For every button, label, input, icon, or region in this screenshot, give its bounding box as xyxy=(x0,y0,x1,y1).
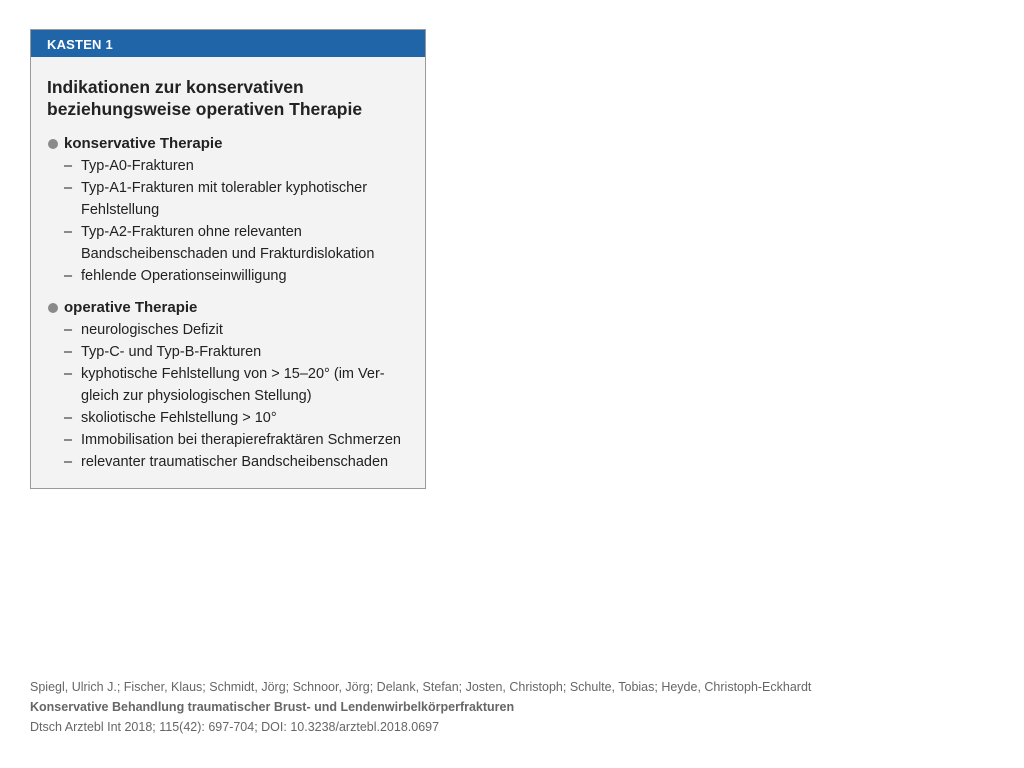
dash-marker: – xyxy=(64,410,73,426)
citation-reference: Dtsch Arztebl Int 2018; 115(42): 697-704; DOI: 10.3238/arztebl.2018.0697 xyxy=(30,720,440,734)
dash-marker: – xyxy=(64,322,73,338)
dash-marker: – xyxy=(64,366,73,382)
list-item xyxy=(31,155,425,177)
citation-authors: Spiegl, Ulrich J.; Fischer, Klaus; Schmidt, Jörg; Schnoor, Jörg; Delank, Stefan; Josten, Christoph; Schulte, Tobias; Heyde, Christoph-Eckhardt xyxy=(30,680,812,694)
bullet-icon xyxy=(48,303,58,313)
citation xyxy=(30,677,811,737)
section-heading xyxy=(31,297,425,319)
item-line: Typ-A2-Frakturen ohne relevanten xyxy=(81,224,302,240)
item-line: fehlende Operationseinwilligung xyxy=(81,268,287,284)
item-line: neurologisches Defizit xyxy=(81,322,223,338)
list-item xyxy=(31,451,425,473)
item-line: Typ-C- und Typ-B-Frakturen xyxy=(81,344,262,360)
box-title-line-2: beziehungsweise operativen Therapie xyxy=(47,99,363,119)
dash-marker: – xyxy=(64,454,73,470)
item-line: kyphotische Fehlstellung von > 15–20° (im Ver- xyxy=(81,366,385,382)
list-item xyxy=(31,341,425,363)
list-item xyxy=(31,221,425,265)
list-item xyxy=(31,429,425,451)
box-title xyxy=(47,76,425,120)
item-list xyxy=(31,319,425,473)
item-line: Bandscheibenschaden und Frakturdislokation xyxy=(81,246,375,262)
box-header: KASTEN 1 xyxy=(31,30,425,57)
section-conservative xyxy=(31,133,425,287)
dash-marker: – xyxy=(64,180,73,196)
box-title-line-1: Indikationen zur konservativen xyxy=(47,77,304,97)
list-item xyxy=(31,265,425,287)
section-heading xyxy=(31,133,425,155)
list-item xyxy=(31,177,425,221)
dash-marker: – xyxy=(64,432,73,448)
item-line: Fehlstellung xyxy=(81,202,160,218)
item-list xyxy=(31,155,425,287)
item-line: skoliotische Fehlstellung > 10° xyxy=(81,410,277,426)
item-line: Typ-A0-Frakturen xyxy=(81,158,194,174)
list-item xyxy=(31,407,425,429)
dash-marker: – xyxy=(64,158,73,174)
item-line: relevanter traumatischer Bandscheibenschaden xyxy=(81,454,389,470)
list-item xyxy=(31,319,425,341)
item-line: Immobilisation bei therapierefraktären Schmerzen xyxy=(81,432,401,448)
section-operative xyxy=(31,297,425,473)
item-line: Typ-A1-Frakturen mit tolerabler kyphotischer xyxy=(81,180,368,196)
dash-marker: – xyxy=(64,268,73,284)
dash-marker: – xyxy=(64,344,73,360)
info-box xyxy=(30,29,426,489)
dash-marker: – xyxy=(64,224,73,240)
citation-article-title: Konservative Behandlung traumatischer Brust- und Lendenwirbelkörperfrakturen xyxy=(30,700,515,714)
item-line: gleich zur physiologischen Stellung) xyxy=(81,388,312,404)
bullet-icon xyxy=(48,139,58,149)
list-item xyxy=(31,363,425,407)
section-heading-text: konservative Therapie xyxy=(64,135,223,152)
section-heading-text: operative Therapie xyxy=(64,299,198,316)
